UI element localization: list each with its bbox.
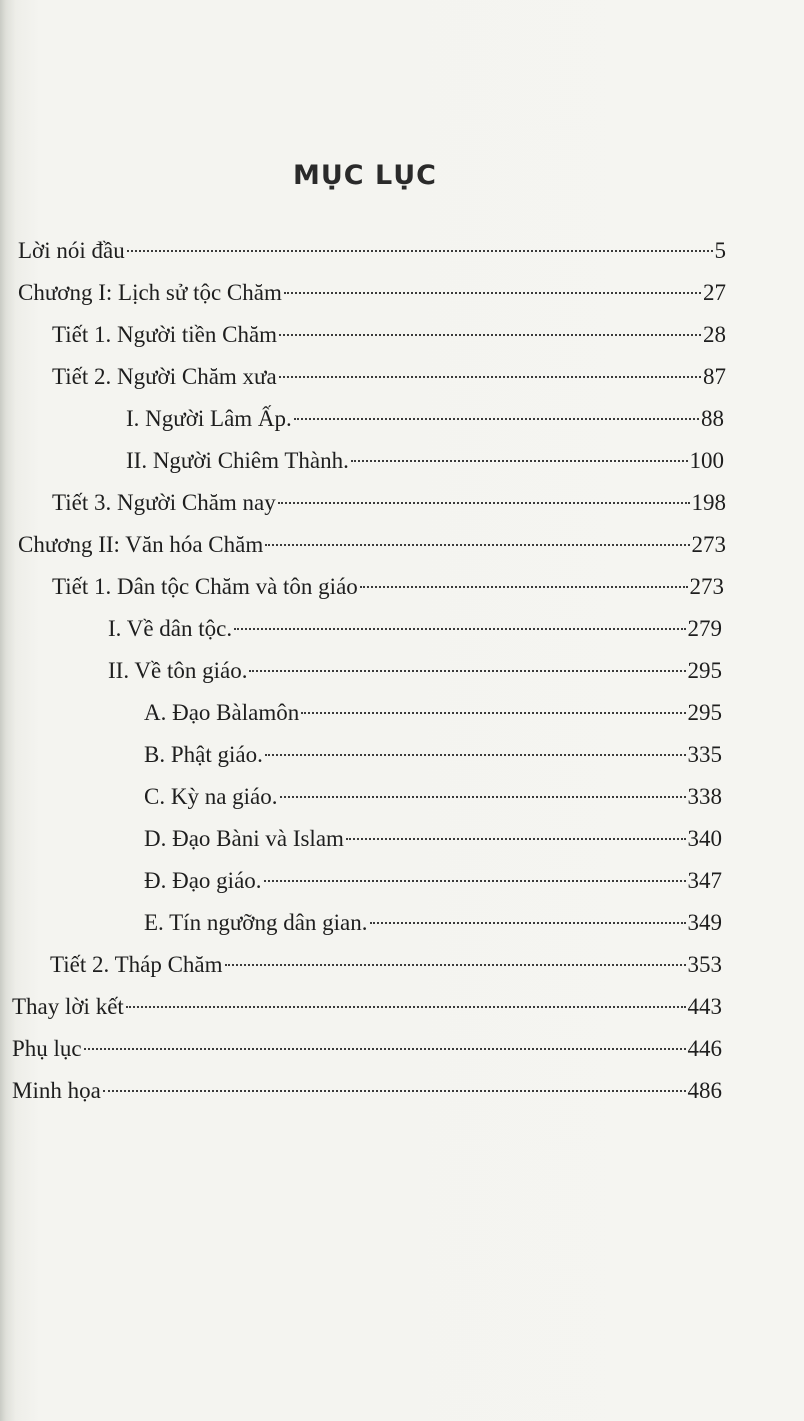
toc-entry-page: 295: [687, 700, 722, 725]
toc-entry-page: 28: [703, 322, 726, 347]
dot-leader: [370, 922, 686, 924]
toc-entry-page: 27: [703, 280, 726, 305]
dot-leader: [126, 1006, 686, 1008]
dot-leader: [249, 670, 685, 672]
toc-entry-page: 273: [689, 574, 724, 599]
dot-leader: [234, 628, 685, 630]
toc-entry: [12, 986, 722, 1028]
toc-entry: [144, 902, 722, 944]
toc-entry: [18, 524, 726, 566]
dot-leader: [127, 250, 713, 252]
toc-entry-page: 347: [687, 868, 722, 893]
toc-entry-label: Tiết 3. Người Chăm nay: [52, 490, 276, 515]
toc-entry: [108, 650, 722, 692]
toc-entry-label: Chương I: Lịch sử tộc Chăm: [18, 280, 282, 305]
toc-entry-label: A. Đạo Bàlamôn: [144, 700, 300, 725]
toc-entry: [144, 692, 722, 734]
dot-leader: [279, 376, 701, 378]
toc-entry-label: C. Kỳ na giáo.: [144, 784, 278, 809]
toc-entry-label: Tiết 1. Người tiền Chăm: [52, 322, 278, 347]
toc-entry-label: Chương II: Văn hóa Chăm: [18, 532, 264, 557]
toc-entry-page: 486: [687, 1078, 722, 1103]
toc-entry-page: 353: [687, 952, 722, 977]
dot-leader: [301, 712, 685, 714]
toc-entry: [52, 314, 726, 356]
toc-entry-label: D. Đạo Bàni và Islam: [144, 826, 344, 851]
toc-entry-page: 338: [687, 784, 722, 809]
toc-entry-label: B. Phật giáo.: [144, 742, 263, 767]
dot-leader: [351, 460, 688, 462]
toc-entry: [108, 608, 722, 650]
toc-entry: [52, 356, 726, 398]
dot-leader: [264, 880, 686, 882]
page-title: MỤC LỤC: [293, 160, 437, 191]
toc-entry-page: 349: [687, 910, 722, 935]
toc-entry-page: 273: [691, 532, 726, 557]
toc-entry: [144, 818, 722, 860]
toc-entry-label: I. Người Lâm Ấp.: [126, 406, 292, 431]
dot-leader: [360, 586, 688, 588]
toc-entry-page: 100: [689, 448, 724, 473]
toc-entry-page: 279: [687, 616, 722, 641]
toc-entry: [126, 398, 724, 440]
toc-entry: [144, 734, 722, 776]
toc-entry-page: 198: [691, 490, 726, 515]
toc-entry: [18, 272, 726, 314]
toc-entry: [144, 860, 722, 902]
dot-leader: [294, 418, 699, 420]
toc-entry: [18, 230, 726, 272]
dot-leader: [278, 502, 690, 504]
toc-entry-page: 88: [701, 406, 724, 431]
dot-leader: [279, 334, 701, 336]
dot-leader: [265, 544, 689, 546]
toc-entry-page: 335: [687, 742, 722, 767]
dot-leader: [225, 964, 686, 966]
toc-entry-page: 443: [687, 994, 722, 1019]
toc-entry: [126, 440, 724, 482]
toc-entry-label: I. Về dân tộc.: [108, 616, 233, 641]
toc-entry-label: Thay lời kết: [12, 994, 124, 1019]
dot-leader: [280, 796, 686, 798]
toc-entry-page: 5: [714, 238, 726, 263]
dot-leader: [84, 1048, 686, 1050]
toc-entry-label: Tiết 2. Tháp Chăm: [50, 952, 223, 977]
dot-leader: [265, 754, 686, 756]
toc-entry-label: Lời nói đầu: [18, 238, 125, 263]
toc-entry-label: Tiết 2. Người Chăm xưa: [52, 364, 277, 389]
toc-entry-label: II. Người Chiêm Thành.: [126, 448, 349, 473]
toc-entry: [144, 776, 722, 818]
toc-entry-page: 87: [703, 364, 726, 389]
toc-entry-label: E. Tín ngưỡng dân gian.: [144, 910, 368, 935]
toc-entry-label: Tiết 1. Dân tộc Chăm và tôn giáo: [52, 574, 358, 599]
dot-leader: [284, 292, 701, 294]
dot-leader: [103, 1090, 686, 1092]
toc-entry-label: Phụ lục: [12, 1036, 82, 1061]
toc-entry: [12, 1070, 722, 1112]
toc-entry-page: 446: [687, 1036, 722, 1061]
toc-entry-page: 340: [687, 826, 722, 851]
toc-entry: [52, 482, 726, 524]
toc-entry-label: Đ. Đạo giáo.: [144, 868, 262, 893]
toc-entry-label: II. Về tôn giáo.: [108, 658, 248, 683]
toc-entry: [52, 566, 724, 608]
dot-leader: [346, 838, 686, 840]
toc-entry-label: Minh họa: [12, 1078, 101, 1103]
toc-entry: [12, 1028, 722, 1070]
toc-entry-page: 295: [687, 658, 722, 683]
toc-entry: [50, 944, 722, 986]
